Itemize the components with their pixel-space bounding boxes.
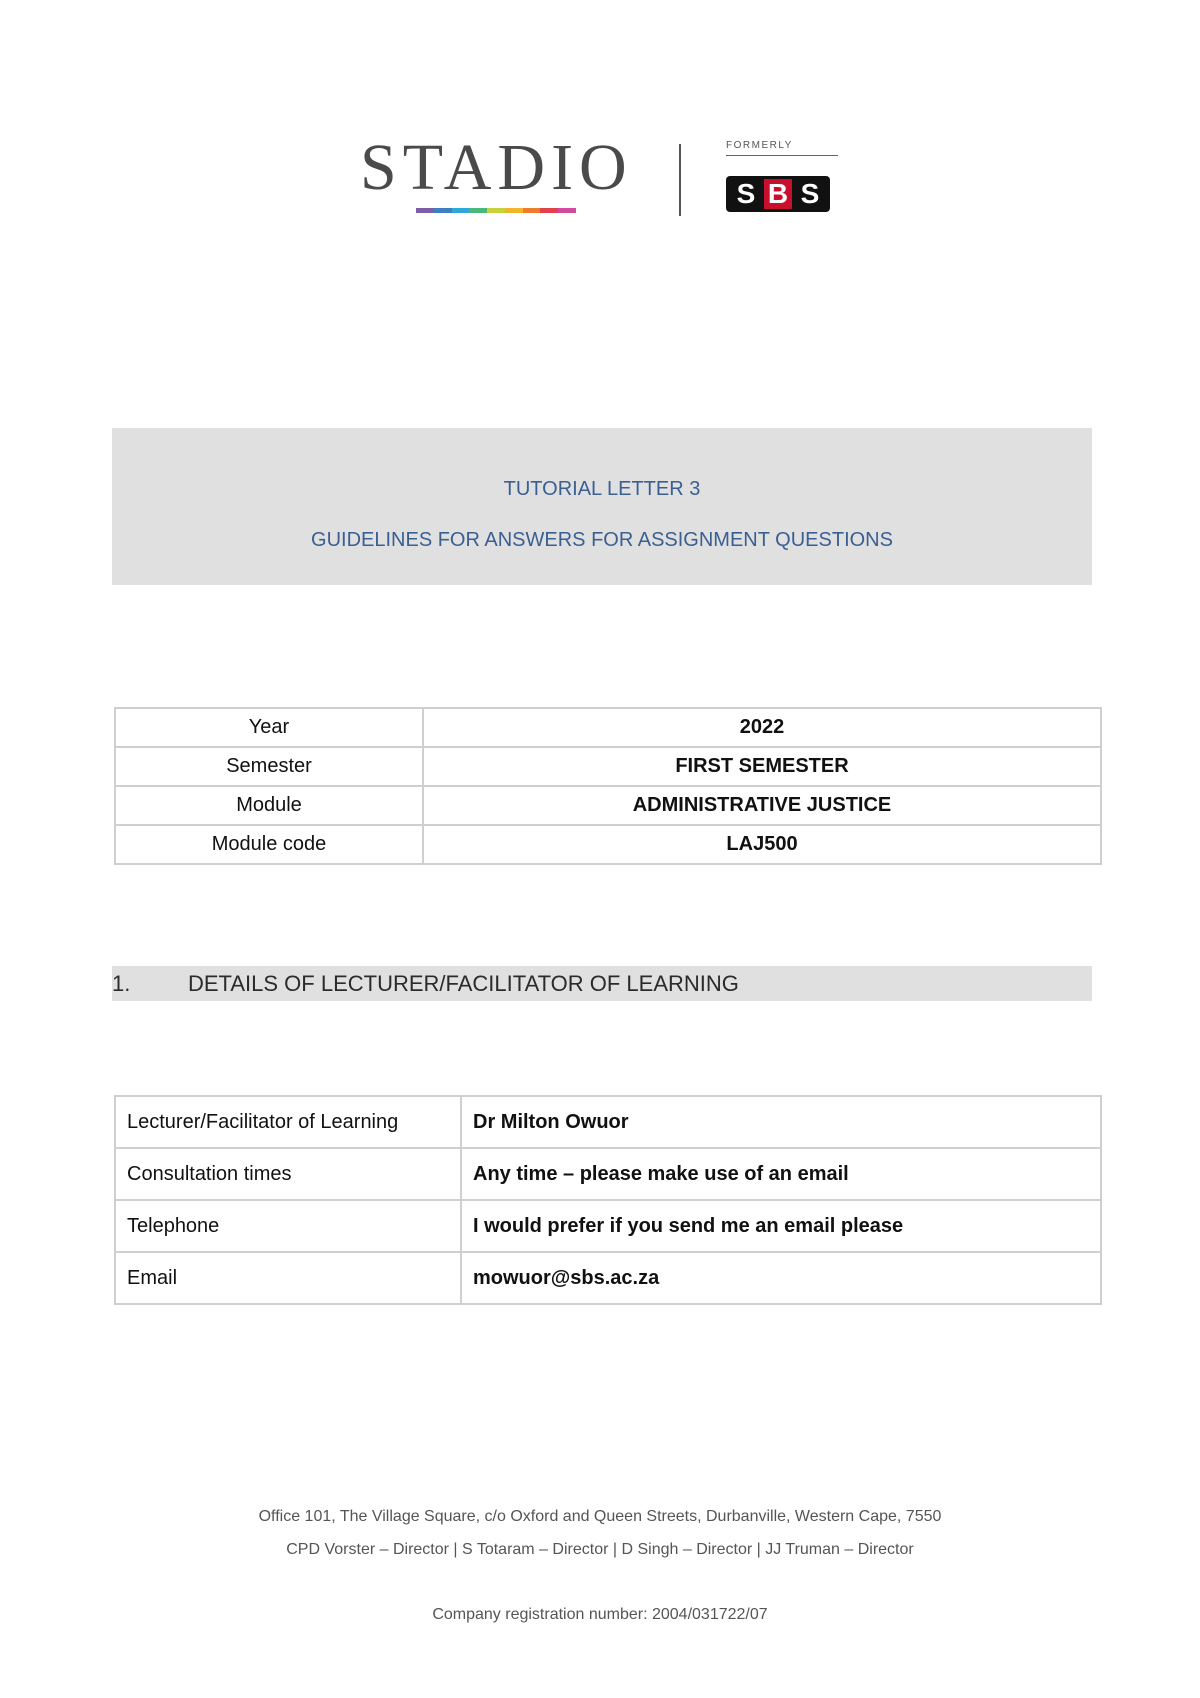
- module-info-label: Year: [115, 708, 423, 747]
- sbs-letter: B: [764, 179, 792, 209]
- tutorial-letter-title: TUTORIAL LETTER 3: [503, 478, 701, 500]
- table-row: [115, 1200, 1101, 1252]
- lecturer-info-value: Dr Milton Owuor: [461, 1096, 1101, 1148]
- lecturer-info-label: Telephone: [115, 1200, 461, 1252]
- table-row: [115, 825, 1101, 864]
- module-info-value: FIRST SEMESTER: [423, 747, 1101, 786]
- lecturer-info-label: Consultation times: [115, 1148, 461, 1200]
- color-bar-segment: [452, 208, 470, 213]
- sbs-letter: S: [800, 178, 820, 209]
- formerly-label: FORMERLY: [726, 140, 838, 156]
- module-info-value: LAJ500: [423, 825, 1101, 864]
- footer-directors: CPD Vorster – Director | S Totaram – Director | D Singh – Director | JJ Truman – Director: [286, 1541, 914, 1558]
- module-info-label: Module code: [115, 825, 423, 864]
- section-title: DETAILS OF LECTURER/FACILITATOR OF LEARNING: [188, 971, 739, 996]
- module-info-value: 2022: [423, 708, 1101, 747]
- color-bar-segment: [505, 208, 523, 213]
- module-info-label: Module: [115, 786, 423, 825]
- sbs-letter: S: [736, 178, 756, 209]
- table-row: [115, 708, 1101, 747]
- lecturer-email[interactable]: mowuor@sbs.ac.za: [461, 1252, 1101, 1304]
- lecturer-info-table: [114, 1095, 1102, 1305]
- table-row: [115, 1096, 1101, 1148]
- color-bar-segment: [469, 208, 487, 213]
- module-info-label: Semester: [115, 747, 423, 786]
- title-box: [112, 428, 1092, 585]
- table-row: [115, 747, 1101, 786]
- stadio-wordmark: STADIO: [360, 131, 633, 204]
- color-bar-segment: [558, 208, 576, 213]
- color-bar-segment: [416, 208, 434, 213]
- table-row: [115, 1252, 1101, 1304]
- section-number: 1.: [112, 971, 131, 996]
- table-row: [115, 1148, 1101, 1200]
- color-bar-segment: [434, 208, 452, 213]
- lecturer-info-label: Lecturer/Facilitator of Learning: [115, 1096, 461, 1148]
- color-bar-segment: [523, 208, 541, 213]
- stadio-color-bar: [416, 208, 576, 213]
- footer-address: Office 101, The Village Square, c/o Oxford and Queen Streets, Durbanville, Western Cape, 7550: [258, 1508, 942, 1525]
- section-heading: [112, 966, 1092, 1001]
- logo: [360, 128, 840, 228]
- logo-divider: [679, 144, 681, 216]
- lecturer-info-value: I would prefer if you send me an email please: [461, 1200, 1101, 1252]
- lecturer-info-label: Email: [115, 1252, 461, 1304]
- lecturer-info-value: Any time – please make use of an email: [461, 1148, 1101, 1200]
- module-info-value: ADMINISTRATIVE JUSTICE: [423, 786, 1101, 825]
- module-info-table: [114, 707, 1102, 865]
- sbs-logo: [726, 176, 830, 212]
- color-bar-segment: [487, 208, 505, 213]
- footer-registration: Company registration number: 2004/031722/07: [432, 1606, 768, 1623]
- tutorial-letter-subtitle: GUIDELINES FOR ANSWERS FOR ASSIGNMENT QUESTIONS: [311, 529, 893, 551]
- table-row: [115, 786, 1101, 825]
- color-bar-segment: [540, 208, 558, 213]
